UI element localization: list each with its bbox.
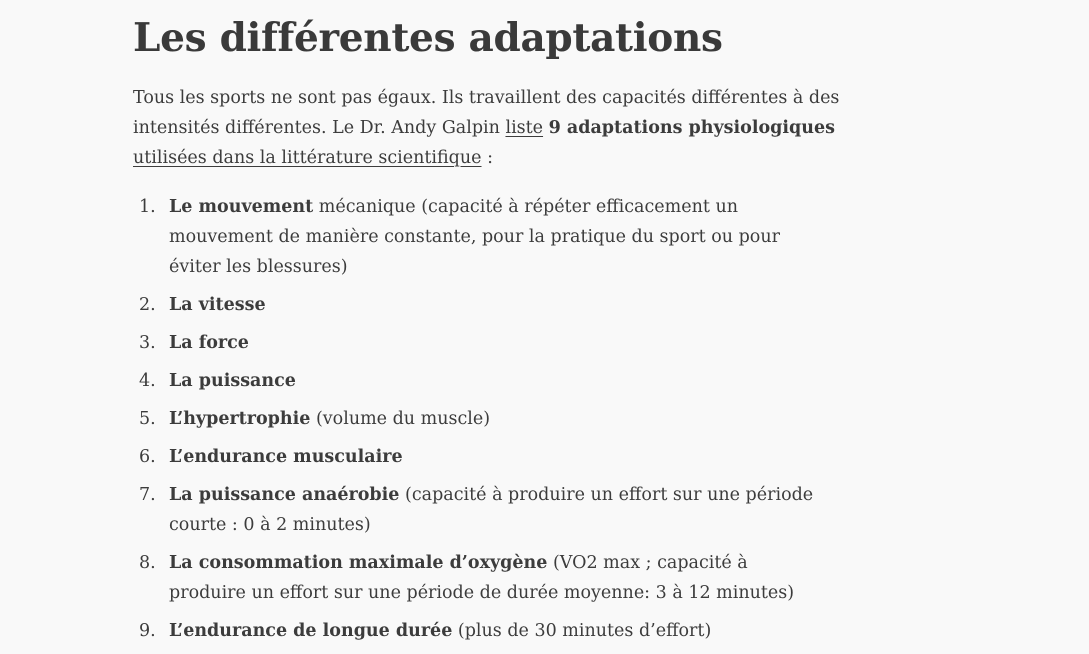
list-item-title: La puissance [169, 371, 296, 391]
list-item-description: (VO2 max ; capacité à produire un effort sur une période de durée moyenne: 3 à 12 minutes) [169, 553, 795, 603]
intro-paragraph: Tous les sports ne sont pas égaux. Ils travaillent des capacités différentes à des intensités différentes. Le Dr. Andy Galpin liste 9 adaptations physiologiques utilisées dans la littérature scientifique : [133, 88, 840, 168]
list-item [133, 616, 823, 646]
list-item [133, 480, 823, 540]
list-item-title: La consommation maximale d’oxygène [169, 553, 548, 573]
list-item-title: La puissance anaérobie [169, 485, 400, 505]
liste-link[interactable]: liste [505, 118, 544, 138]
list-number: 5. [139, 409, 156, 429]
intro-bold-text: 9 adaptations physiologiques [548, 118, 835, 138]
list-number: 9. [139, 621, 156, 641]
list-item-description: mécanique (capacité à répéter efficacement un mouvement de manière constante, pour la pratique du sport ou pour éviter les blessures) [169, 197, 780, 277]
list-number: 1. [139, 197, 156, 217]
list-item-title: Le mouvement [169, 197, 314, 217]
list-number: 7. [139, 485, 156, 505]
list-item [133, 290, 823, 320]
list-item [133, 404, 823, 434]
list-item-title: L’endurance de longue durée [169, 621, 453, 641]
list-number: 4. [139, 371, 156, 391]
list-number: 8. [139, 553, 156, 573]
list-item-title: La force [169, 333, 249, 353]
intro-text: Tous les sports ne sont pas égaux. Ils travaillent des capacités différentes à des intensités différentes. Le Dr. Andy Galpin [133, 88, 840, 138]
list-item-description: (plus de 30 minutes d’effort) [452, 621, 712, 641]
list-number: 3. [139, 333, 156, 353]
list-item-title: La vitesse [169, 295, 266, 315]
list-item [133, 328, 823, 358]
list-number: 6. [139, 447, 156, 467]
list-item [133, 366, 823, 396]
list-item [133, 548, 823, 608]
list-item-description: (capacité à produire un effort sur une période courte : 0 à 2 minutes) [169, 485, 814, 535]
list-item-title: L’endurance musculaire [169, 447, 403, 467]
list-item-description: (volume du muscle) [310, 409, 491, 429]
list-item [133, 192, 823, 282]
list-item [133, 442, 823, 472]
adaptations-list [133, 192, 823, 654]
list-number: 2. [139, 295, 156, 315]
scientific-literature-link[interactable]: utilisées dans la littérature scientifique [133, 148, 482, 168]
section-heading: Les différentes adaptations [133, 15, 723, 61]
list-item-title: L’hypertrophie [169, 409, 311, 429]
